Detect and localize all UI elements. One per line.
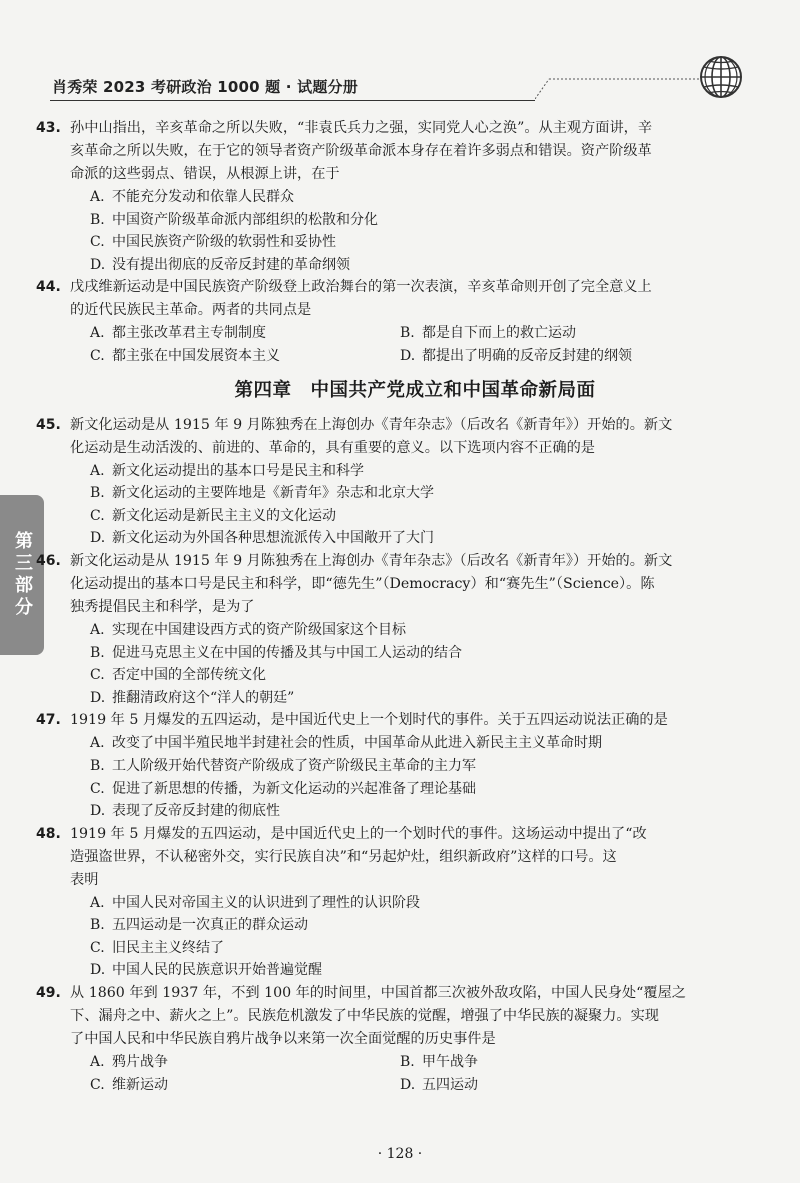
option-letter: C. — [90, 939, 105, 956]
option-text: 维新运动 — [112, 1076, 168, 1093]
header-rule — [50, 100, 535, 101]
question-stem-line: 化运动是生动活泼的、前进的、革命的，具有重要的意义。以下选项内容不正确的是 — [70, 439, 595, 456]
option-list — [70, 1051, 760, 1096]
answer-option — [70, 687, 760, 710]
question-stem-line: 1919 年 5 月爆发的五四运动，是中国近代史上一个划时代的事件。关于五四运动说法正确的是 — [70, 712, 668, 729]
option-text: 五四运动 — [422, 1076, 478, 1093]
answer-option — [70, 505, 760, 528]
option-text: 改变了中国半殖民地半封建社会的性质，中国革命从此进入新民主主义革命时期 — [112, 735, 602, 752]
option-letter: C. — [90, 667, 105, 684]
globe-icon — [698, 54, 744, 100]
option-text: 中国人民的民族意识开始普遍觉醒 — [112, 962, 322, 979]
question-stem-line: 命派的这些弱点、错误，从根源上讲，在于 — [70, 166, 340, 182]
option-text: 新文化运动提出的基本口号是民主和科学 — [112, 462, 364, 479]
page-number: · 128 · — [377, 1146, 423, 1162]
option-text: 表现了反帝反封建的彻底性 — [112, 803, 280, 820]
answer-option — [70, 619, 760, 642]
answer-option — [400, 1051, 740, 1074]
option-text: 中国资产阶级革命派内部组织的松散和分化 — [112, 211, 378, 228]
option-letter: B. — [400, 1054, 415, 1071]
question-stem-line: 新文化运动是从 1915 年 9 月陈独秀在上海创办《青年杂志》（后改名《新青年》）开始的。新文 — [70, 552, 673, 569]
answer-option — [70, 800, 760, 823]
option-letter: D. — [90, 962, 106, 979]
chapter-heading: 第四章 中国共产党成立和中国革命新局面 — [234, 379, 596, 401]
option-letter: B. — [400, 325, 415, 342]
answer-option — [70, 937, 760, 960]
answer-option — [70, 527, 760, 550]
side-tab-label: 第三部分 — [12, 531, 33, 619]
option-text: 工人阶级开始代替资产阶级成了资产阶级民主革命的主力军 — [112, 757, 476, 774]
section-side-tab — [0, 495, 44, 655]
question-number: 43. — [36, 120, 61, 136]
option-text: 不能充分发动和依靠人民群众 — [112, 189, 294, 205]
option-letter: C. — [90, 1076, 105, 1093]
question-stem-line: 孙中山指出，辛亥革命之所以失败，“非袁氏兵力之强，实同党人心之涣”。从主观方面讲，辛 — [70, 120, 653, 136]
answer-option — [70, 914, 760, 937]
option-text: 中国人民对帝国主义的认识进到了理性的认识阶段 — [112, 894, 420, 911]
option-letter: A. — [90, 462, 105, 479]
question-item — [36, 276, 760, 367]
option-letter: A. — [90, 325, 105, 342]
question-stem-line: 下、漏舟之中、薪火之上”。民族危机激发了中华民族的觉醒，增强了中华民族的凝聚力。实现 — [70, 1008, 659, 1025]
option-letter: B. — [90, 211, 105, 228]
option-text: 甲午战争 — [422, 1054, 478, 1071]
option-list — [70, 732, 760, 822]
option-letter: A. — [90, 621, 105, 638]
answer-option — [90, 1074, 400, 1097]
question-stem-line: 1919 年 5 月爆发的五四运动，是中国近代史上的一个划时代的事件。这场运动中提出了“改 — [70, 825, 647, 842]
option-text: 促进马克思主义在中国的传播及其与中国工人运动的结合 — [112, 644, 462, 661]
question-stem-line: 亥革命之所以失败，在于它的领导者资产阶级革命派本身存在着许多弱点和错误。资产阶级革 — [70, 143, 652, 159]
option-text: 中国民族资产阶级的软弱性和妥协性 — [112, 234, 336, 251]
option-letter: D. — [400, 347, 416, 364]
answer-option — [70, 482, 760, 505]
answer-option — [90, 345, 400, 368]
option-letter: C. — [90, 780, 105, 797]
answer-option — [70, 460, 760, 483]
question-number: 44. — [36, 279, 61, 296]
answer-option — [70, 755, 760, 778]
answer-option — [90, 1051, 400, 1074]
answer-option — [400, 1074, 740, 1097]
question-item — [36, 982, 760, 1096]
option-text: 五四运动是一次真正的群众运动 — [112, 917, 308, 934]
option-letter: A. — [90, 189, 105, 205]
question-stem-line: 新文化运动是从 1915 年 9 月陈独秀在上海创办《青年杂志》（后改名《新青年》）开始的。新文 — [70, 416, 673, 433]
question-stem-line: 从 1860 年到 1937 年，不到 100 年的时间里，中国首都三次被外敌攻陷，中国人民身处“覆屋之 — [70, 985, 686, 1002]
option-letter: B. — [90, 757, 105, 774]
option-letter: D. — [400, 1076, 416, 1093]
answer-option — [70, 732, 760, 755]
option-letter: C. — [90, 507, 105, 524]
question-stem-line: 的近代民族民主革命。两者的共同点是 — [70, 302, 312, 319]
option-text: 实现在中国建设西方式的资产阶级国家这个目标 — [112, 621, 406, 638]
answer-option — [70, 959, 760, 982]
option-text: 新文化运动的主要阵地是《新青年》杂志和北京大学 — [112, 485, 434, 502]
answer-option — [90, 322, 400, 345]
option-text: 否定中国的全部传统文化 — [112, 667, 266, 684]
answer-option — [400, 322, 740, 345]
question-stem-line: 了中国人民和中华民族自鸦片战争以来第一次全面觉醒的历史事件是 — [70, 1031, 496, 1048]
question-number: 49. — [36, 985, 61, 1002]
question-number: 46. — [36, 552, 61, 569]
option-text: 都是自下而上的救亡运动 — [422, 325, 576, 342]
option-text: 新文化运动为外国各种思想流派传入中国敞开了大门 — [112, 530, 434, 547]
answer-option — [70, 892, 760, 915]
question-item — [36, 117, 760, 276]
option-text: 没有提出彻底的反帝反封建的革命纲领 — [112, 256, 350, 273]
option-letter: A. — [90, 1054, 105, 1071]
question-item — [36, 550, 760, 709]
option-list — [70, 460, 760, 550]
option-text: 都提出了明确的反帝反封建的纲领 — [422, 347, 632, 364]
question-item — [36, 414, 760, 550]
answer-option — [70, 209, 760, 232]
option-letter: B. — [90, 644, 105, 661]
header-dotted-rule — [535, 77, 705, 99]
option-text: 旧民主主义终结了 — [112, 939, 224, 956]
question-item — [36, 823, 760, 982]
answer-option — [70, 642, 760, 665]
option-text: 都主张改革君主专制制度 — [112, 325, 266, 342]
option-text: 推翻清政府这个“洋人的朝廷” — [112, 689, 295, 706]
option-list — [70, 619, 760, 709]
question-stem-line: 戊戌维新运动是中国民族资产阶级登上政治舞台的第一次表演，辛亥革命则开创了完全意义上 — [70, 279, 652, 296]
question-stem-line: 化运动提出的基本口号是民主和科学，即“德先生”（Democracy）和“赛先生”（Science）。陈 — [70, 575, 655, 592]
answer-option — [400, 345, 740, 368]
answer-option — [70, 778, 760, 801]
question-item — [36, 709, 760, 822]
option-letter: D. — [90, 803, 106, 820]
option-letter: B. — [90, 485, 105, 502]
option-letter: D. — [90, 530, 106, 547]
question-stem-line: 独秀提倡民主和科学，是为了 — [70, 598, 255, 615]
answer-option — [70, 186, 760, 209]
option-letter: D. — [90, 689, 106, 706]
option-text: 鸦片战争 — [112, 1054, 168, 1071]
question-stem-line: 造强盗世界，不认秘密外交，实行民族自决”和“另起炉灶，组织新政府”这样的口号。这 — [70, 848, 617, 865]
question-number: 47. — [36, 712, 61, 729]
question-number: 48. — [36, 825, 61, 842]
option-letter: D. — [90, 256, 106, 273]
answer-option — [70, 254, 760, 277]
option-text: 都主张在中国发展资本主义 — [112, 347, 280, 364]
option-list — [70, 892, 760, 982]
option-letter: A. — [90, 894, 105, 911]
option-letter: C. — [90, 234, 105, 251]
question-stem-line: 表明 — [70, 871, 99, 888]
option-text: 新文化运动是新民主主义的文化运动 — [112, 507, 336, 524]
option-letter: B. — [90, 917, 105, 934]
question-list — [36, 117, 760, 1096]
running-header-title: 肖秀荣 2023 考研政治 1000 题 · 试题分册 — [52, 78, 358, 96]
answer-option — [70, 231, 760, 254]
option-list — [70, 322, 760, 367]
option-list — [70, 186, 760, 276]
question-number: 45. — [36, 416, 61, 433]
option-letter: C. — [90, 347, 105, 364]
option-letter: A. — [90, 735, 105, 752]
answer-option — [70, 664, 760, 687]
option-text: 促进了新思想的传播，为新文化运动的兴起准备了理论基础 — [112, 780, 476, 797]
